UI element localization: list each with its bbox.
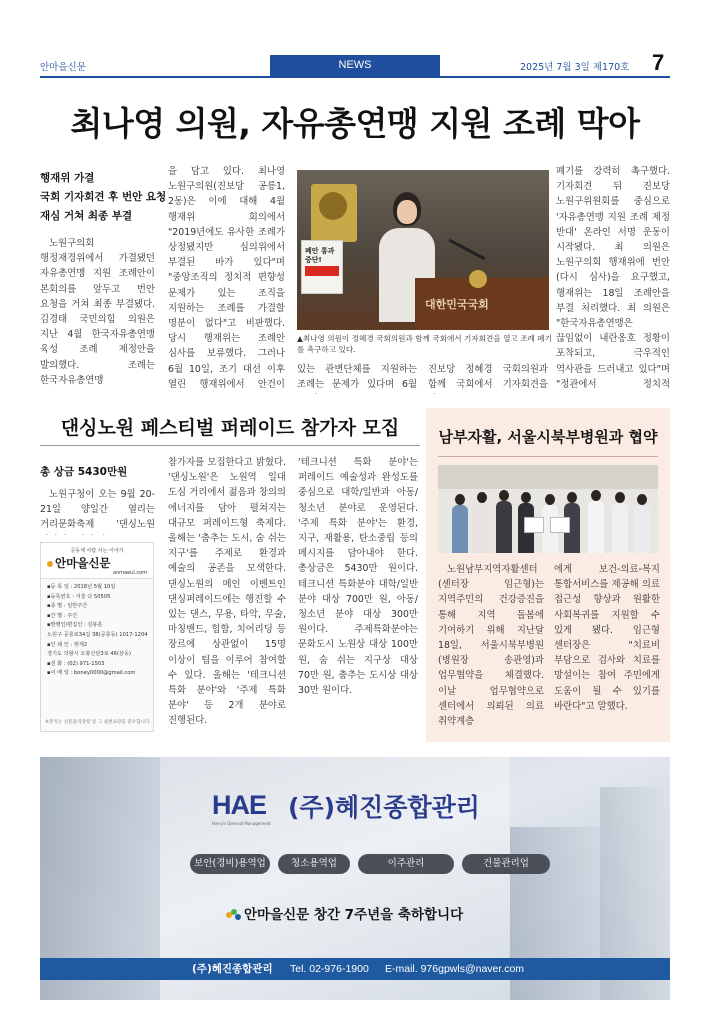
service-pill: 이주관리: [358, 854, 454, 874]
article3-column-1: 노원남부지역자활센터(센터장 임근형)는 지역주민의 건강증진을 통해 지역 돌봄에 기여하기 위해 지난달 18일, 서울시북부병원(병원장 송관영)과 업무협약을 체결했다. 이날 업무협약으로 센터에서 의뢰된 의료 취약계층: [438, 564, 544, 728]
article2-subhead: 총 상금 5430만원: [40, 466, 128, 478]
article1-column-1: 노원구의회 행정재경위에서 가결됐던 자유총연맹 지원 조례안이 본회의를 앞두고 번안 요청을 거쳐 최종 부결됐다. 김경태 국민의힘 의원은 지난 4월 한국자유총연맹 육성 조례 제정안을 발의했다. 조례는 한국자유총연맹: [40, 238, 155, 386]
article1-subhead-3: 재심 거쳐 최종 부결: [40, 210, 133, 222]
section-label: NEWS: [270, 55, 440, 76]
service-pill: 청소용역업: [278, 854, 350, 874]
article3-column-2: 에게 보건-의료-복지 통합서비스를 제공해 의료 접근성 향상과 원활한 사회복귀를 지원할 수 있게 됐다. 임근형 센터장은 "치료비 부담으로 검사와 치료를 망설이는 참여 주민에게 도움이 될 수 있기를 바란다"고 말했다.: [554, 564, 660, 712]
footer-phone: Tel. 02-976-1900: [290, 963, 369, 975]
event-banner: [438, 465, 658, 489]
assembly-emblem-icon: [469, 270, 487, 288]
company-logo-subtext: Hae Jin General Management: [212, 821, 271, 826]
article1-column-5: 폐기를 강력히 촉구했다. 기자회견 뒤 진보당 노원구위원회를 중심으로 '자유총연맹 지원 조례 제정 반대' 온라인 서명 운동이 시작됐다. 최 의원은 노원구의회 행재위에 번안(다시 심사)을 요구했고, 행재위는 18일 조례안을 부결 처리했다. 최 의원은 "한국자유총연맹은 끊임없이 내란옹호 정황이 포착되고, 극우적인 역사관을 드러내고 있다"며 "정관에서 정치적: [556, 166, 670, 390]
page-number: 7: [652, 50, 665, 75]
service-pill: 보안(경비)용역업: [190, 854, 270, 874]
article2-column-2: 참가자를 모집한다고 밝혔다. '댄싱노원'은 노원역 일대 도심 거리에서 젊음과 창의의 에너지를 담아 펼쳐지는 대규모 퍼레이드형 축제다. 올해는 '춤추는 도시, 숨 쉬는 지구'를 주제로 환경과 예술의 공존을 모색한다. 댄싱노원의 메인 이벤트인 댄싱퍼레이드에는 행진할 수 있는 댄스, 무용, 타악, 무술, 마칭밴드, 힙합, 치어리딩 등 장르에 상관없이 15명 이상이 팀을 이루어 참여할 수 있다. 올해는 '테크니션 특화 분야'와 '주제 특화 분야' 등 2개 분야로 진행된다.: [168, 457, 286, 727]
article1-column-3: 있는 관변단체를 지원하는 조례는 문제가 있다며 6월: [297, 364, 417, 391]
masthead-tagline: 공동체 사람 사는 이야기: [70, 548, 124, 554]
masthead-info: ▪등 록 일 : 2018년 5월 10일 ▪등록번호 : 서울 다 50505 ▪종 별 : 일반주간 ▪간 별 : 주간 ▪발행인/편집인 : 김봉훈 노원구 공릉로34길 38(공릉동) 1017-1204 ▪인 쇄 인 : 현재2 경기도 의왕시 오봉산단3로 46(삼동) ▪전 화 : (02) 971-1503 ▪이 메 일 : boney0000@gmail.com: [47, 584, 148, 677]
article3-title: 남부자활, 서울시북부병원과 협약: [438, 428, 658, 446]
congratulation-message: 안마을신문 창간 7주년을 축하합니다: [226, 903, 463, 923]
masthead-note: ※본지는 신문윤리강령 및 그 실천요강을 준수합니다.: [45, 720, 151, 725]
agreement-document: [550, 517, 570, 533]
masthead-logo: 안마을신문: [47, 555, 111, 571]
ad-footer-bar: [40, 958, 670, 980]
publication-name: 안마을신문: [40, 62, 86, 73]
header-rule: [40, 76, 670, 78]
issue-date: 2025년 7월 3일 제170호: [520, 62, 630, 73]
footer-company: (주)혜진종합관리: [192, 963, 273, 975]
article1-photo: [297, 170, 549, 330]
sign-red-band: [305, 266, 339, 276]
article1-headline: 최나영 의원, 자유총연맹 지원 조례 막아: [70, 104, 640, 143]
flag-emblem: [319, 192, 347, 220]
agreement-document: [524, 517, 544, 533]
article1-column-2: 을 담고 있다. 최나영 노원구의원(진보당 공릉1, 2동)은 이에 대해 4월 행재위 회의에서 "2019년에도 유사한 조례가 상정됐지만 심의위에서 부결된 바가 있다"며 "중앙조직의 정치적 편향성 문제가 있는 조직을 지원하는 조례를 가결할 명분이 없다"고 비판했다. 당시 행재위는 조례안 심사를 보류했다. 그러나 6월 10일, 조기 대선 이후 열린 행재위에서 안건이: [168, 166, 285, 390]
article2-column-1: 노원구청이 오는 9월 20-21일 양일간 열리는 거리문화축제 '댄싱노원: [40, 489, 155, 531]
masthead-url: anmaeul.com: [112, 570, 147, 576]
masthead-box: [40, 542, 154, 732]
advertisement: [40, 757, 670, 1000]
footer-email: E-mail. 976gpwls@naver.com: [385, 963, 525, 975]
article1-subhead-2: 국회 기자회견 후 번안 요청: [40, 191, 167, 203]
service-list: [190, 854, 550, 874]
article2-title: 댄싱노원 페스티벌 퍼레이드 참가자 모집: [60, 417, 400, 439]
company-logo: HAE: [212, 790, 267, 820]
article2-rule: [40, 445, 420, 446]
article3-box: [426, 408, 670, 742]
logo-dots-icon: [226, 909, 242, 921]
article2-column-3: '테크니션 특화 분야'는 퍼레이드 예술성과 완성도를 중심으로 대학/일반과 아동/청소년 분야로 운영된다. '주제 특화 분야'는 환경, 지구, 재활용, 탄소중립 등의 메시지를 담아내야 한다. 총상금은 5430만 원이다. 테크니션 특화분야 대학/일반 분야 대상 700만 원, 아동/청소년 분야 대상 300만 원이다. 주제특화분야는 문화도시 노원상 대상 100만 원, 숨 쉬는 지구상 대상 70만 원, 춤추는 도시상 대상 30만 원이다.: [298, 457, 418, 697]
podium-text: 대한민국국회: [425, 298, 489, 311]
service-pill: 건물관리업: [462, 854, 550, 874]
protest-sign-text: 폐안 통과 중단!: [305, 247, 335, 264]
article3-photo: [438, 465, 658, 553]
microphone: [449, 239, 486, 260]
article1-column-4: 진보당 정혜경 국회의원과 함께 국회에서 기자회견을: [428, 364, 548, 391]
article1-subhead-1: 행재위 가결: [40, 172, 95, 184]
company-name: (주)혜진종합관리: [288, 793, 480, 822]
article1-photo-caption: ▲최나영 의원이 정혜경 국회의원과 함께 국회에서 기자회견을 열고 조례 폐기를 촉구하고 있다.: [297, 334, 552, 354]
logo-dot-icon: [47, 561, 53, 567]
